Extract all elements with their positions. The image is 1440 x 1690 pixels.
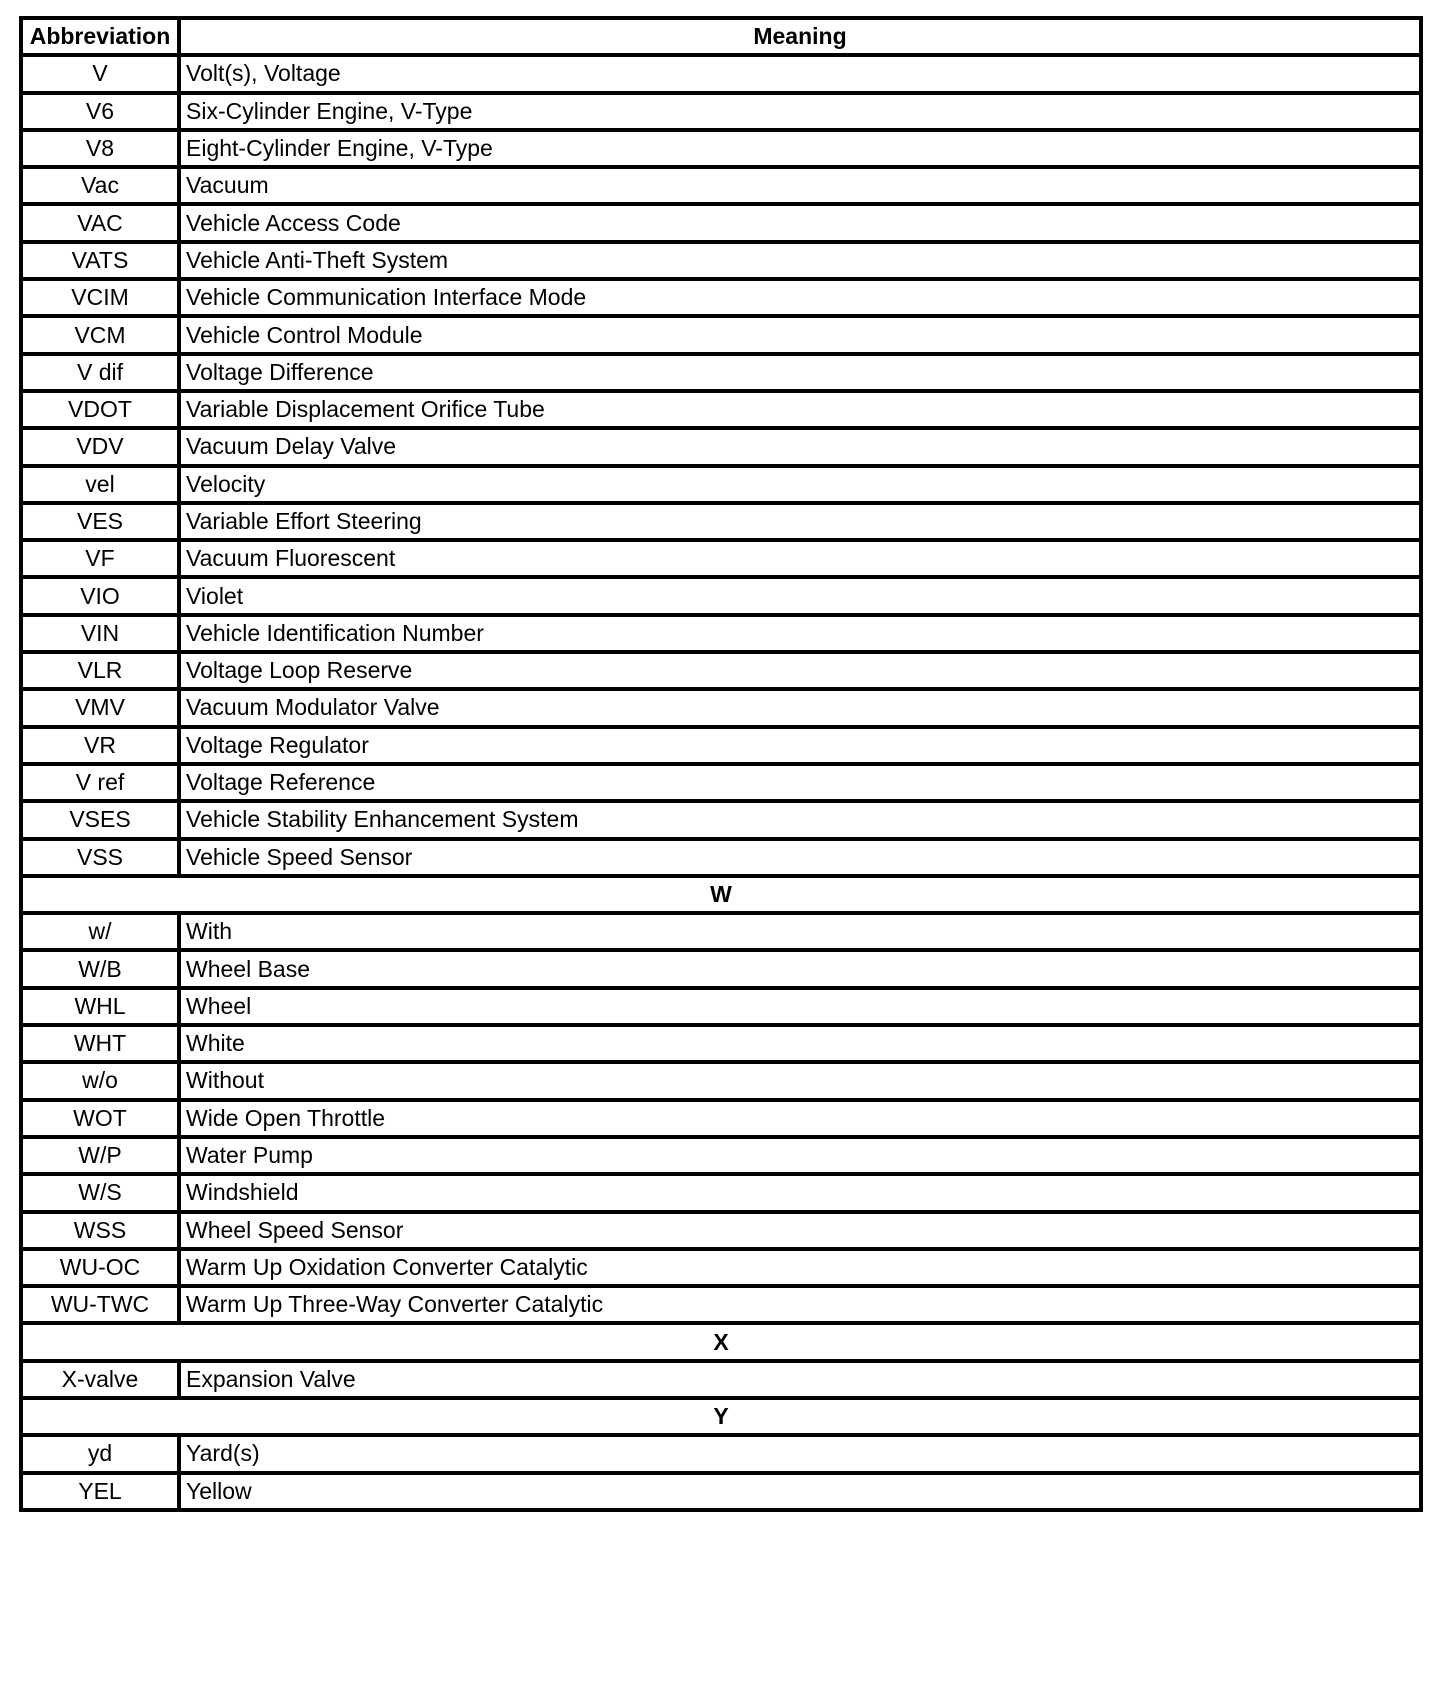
header-row [21,18,1421,55]
abbreviation-cell: W/B [21,950,179,987]
table-row [21,839,1421,876]
section-letter: X [21,1323,1421,1360]
table-row [21,1286,1421,1323]
meaning-cell: Violet [179,577,1421,614]
table-row [21,913,1421,950]
table-row [21,1174,1421,1211]
abbreviation-cell: W/P [21,1137,179,1174]
table-row [21,354,1421,391]
meaning-cell: Without [179,1062,1421,1099]
meaning-column-header: Meaning [179,18,1421,55]
meaning-cell: Wheel Speed Sensor [179,1212,1421,1249]
abbreviation-cell: VES [21,503,179,540]
meaning-cell: Vacuum Fluorescent [179,540,1421,577]
abbreviation-cell: w/ [21,913,179,950]
meaning-cell: Voltage Reference [179,764,1421,801]
abbreviation-cell: w/o [21,1062,179,1099]
table-row [21,988,1421,1025]
meaning-cell: Wheel Base [179,950,1421,987]
meaning-cell: Vacuum [179,167,1421,204]
table-row [21,1212,1421,1249]
meaning-cell: Voltage Loop Reserve [179,652,1421,689]
abbreviation-cell: VF [21,540,179,577]
table-row [21,1249,1421,1286]
meaning-cell: Voltage Regulator [179,727,1421,764]
meaning-cell: Vehicle Stability Enhancement System [179,801,1421,838]
table-row [21,577,1421,614]
abbreviation-cell: YEL [21,1473,179,1510]
table-row [21,279,1421,316]
table-row [21,1361,1421,1398]
abbreviation-table [19,16,1423,1512]
meaning-cell: Vehicle Anti-Theft System [179,242,1421,279]
table-row [21,1062,1421,1099]
abbreviation-cell: VATS [21,242,179,279]
abbreviation-column-header: Abbreviation [21,18,179,55]
abbreviation-cell: vel [21,466,179,503]
table-row [21,1025,1421,1062]
abbreviation-cell: WOT [21,1100,179,1137]
table-row [21,167,1421,204]
abbreviation-cell: W/S [21,1174,179,1211]
abbreviation-cell: VDOT [21,391,179,428]
section-letter: W [21,876,1421,913]
section-header-row [21,1323,1421,1360]
abbreviation-cell: VAC [21,204,179,241]
meaning-cell: Vehicle Control Module [179,316,1421,353]
meaning-cell: White [179,1025,1421,1062]
meaning-cell: Windshield [179,1174,1421,1211]
meaning-cell: Voltage Difference [179,354,1421,391]
abbreviation-cell: VCM [21,316,179,353]
meaning-cell: Yellow [179,1473,1421,1510]
abbreviation-cell: WSS [21,1212,179,1249]
abbreviation-cell: yd [21,1435,179,1472]
table-row [21,764,1421,801]
abbreviation-cell: V8 [21,130,179,167]
meaning-cell: Vehicle Communication Interface Mode [179,279,1421,316]
table-row [21,93,1421,130]
abbreviation-cell: V [21,55,179,92]
table-row [21,466,1421,503]
meaning-cell: Wide Open Throttle [179,1100,1421,1137]
table-row [21,801,1421,838]
table-row [21,950,1421,987]
meaning-cell: Eight-Cylinder Engine, V-Type [179,130,1421,167]
abbreviation-cell: VSS [21,839,179,876]
abbreviation-cell: WHL [21,988,179,1025]
abbreviation-cell: VLR [21,652,179,689]
section-header-row [21,876,1421,913]
abbreviation-cell: V dif [21,354,179,391]
abbreviation-cell: Vac [21,167,179,204]
meaning-cell: Warm Up Oxidation Converter Catalytic [179,1249,1421,1286]
meaning-cell: Variable Displacement Orifice Tube [179,391,1421,428]
table-row [21,1435,1421,1472]
table-row [21,503,1421,540]
abbreviation-cell: X-valve [21,1361,179,1398]
table-row [21,689,1421,726]
abbreviation-cell: VDV [21,428,179,465]
meaning-cell: Expansion Valve [179,1361,1421,1398]
meaning-cell: With [179,913,1421,950]
abbreviation-cell: V ref [21,764,179,801]
abbreviation-cell: WU-OC [21,1249,179,1286]
table-row [21,652,1421,689]
meaning-cell: Vacuum Modulator Valve [179,689,1421,726]
meaning-cell: Vehicle Identification Number [179,615,1421,652]
meaning-cell: Volt(s), Voltage [179,55,1421,92]
abbreviation-cell: VIO [21,577,179,614]
table-row [21,727,1421,764]
meaning-cell: Vehicle Speed Sensor [179,839,1421,876]
abbreviation-cell: VIN [21,615,179,652]
abbreviation-cell: VR [21,727,179,764]
meaning-cell: Velocity [179,466,1421,503]
table-row [21,1100,1421,1137]
abbreviation-cell: VSES [21,801,179,838]
table-row [21,130,1421,167]
table-row [21,204,1421,241]
meaning-cell: Vehicle Access Code [179,204,1421,241]
meaning-cell: Yard(s) [179,1435,1421,1472]
table-row [21,1473,1421,1510]
section-header-row [21,1398,1421,1435]
table-row [21,1137,1421,1174]
table-row [21,615,1421,652]
section-letter: Y [21,1398,1421,1435]
meaning-cell: Water Pump [179,1137,1421,1174]
table-row [21,242,1421,279]
meaning-cell: Wheel [179,988,1421,1025]
table-row [21,316,1421,353]
abbreviation-cell: WU-TWC [21,1286,179,1323]
abbreviation-cell: VMV [21,689,179,726]
table-row [21,55,1421,92]
meaning-cell: Variable Effort Steering [179,503,1421,540]
meaning-cell: Vacuum Delay Valve [179,428,1421,465]
table-row [21,540,1421,577]
table-row [21,428,1421,465]
table-row [21,391,1421,428]
meaning-cell: Six-Cylinder Engine, V-Type [179,93,1421,130]
table-body [21,55,1421,1510]
abbreviation-cell: WHT [21,1025,179,1062]
abbreviation-cell: VCIM [21,279,179,316]
abbreviation-cell: V6 [21,93,179,130]
meaning-cell: Warm Up Three-Way Converter Catalytic [179,1286,1421,1323]
